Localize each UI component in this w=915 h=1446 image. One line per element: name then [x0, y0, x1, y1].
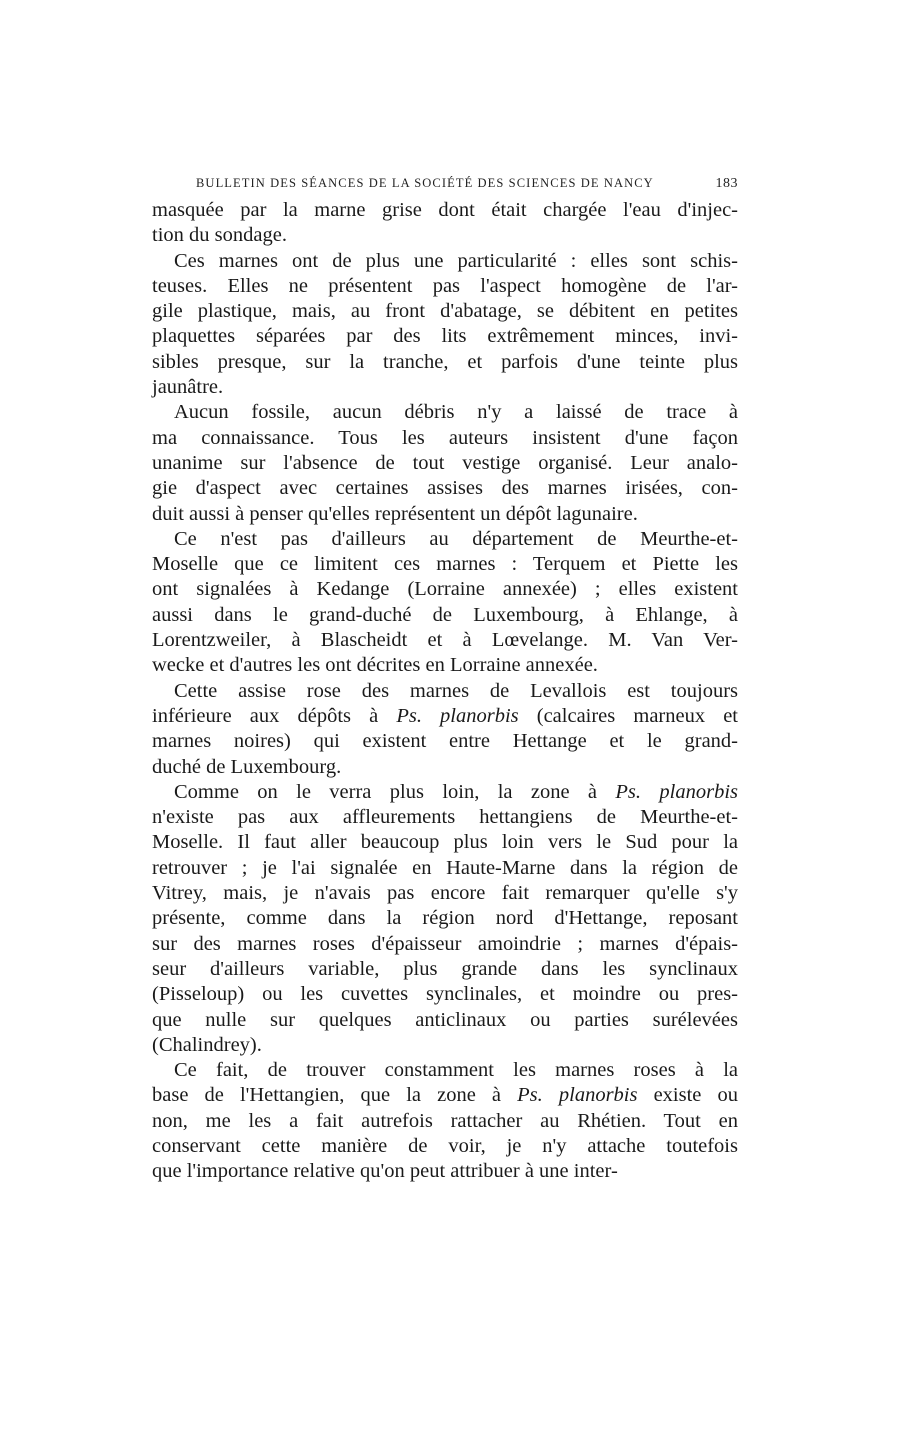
- text-line: Ce fait, de trouver constamment les marnes roses à la: [174, 1059, 738, 1082]
- text-line: masquée par la marne grise dont était chargée l'eau d'injec-: [152, 199, 738, 221]
- text-line: Ces marnes ont de plus une particularité : elles sont schis-: [174, 249, 738, 272]
- text-line: duché de Luxembourg.: [152, 755, 342, 778]
- text-line: aussi dans le grand-duché de Luxembourg, à Ehlange, à: [152, 603, 738, 626]
- paragraph: [152, 198, 738, 249]
- text-line: seur d'ailleurs variable, plus grande dans les synclinaux: [152, 957, 738, 980]
- text-line: jaunâtre.: [152, 376, 224, 399]
- text-line: Vitrey, mais, je n'avais pas encore fait remarquer qu'elle s'y: [152, 882, 738, 905]
- text-line: ma connaissance. Tous les auteurs insistent d'une façon: [152, 426, 738, 449]
- text-line: sur des marnes roses d'épaisseur amoindrie ; marnes d'épais-: [152, 932, 738, 955]
- text-line: Moselle. Il faut aller beaucoup plus loin vers le Sud pour la: [152, 831, 738, 854]
- text-line: (Pisseloup) ou les cuvettes synclinales, et moindre ou pres-: [152, 983, 738, 1006]
- text-line: marnes noires) qui existent entre Hettange et le grand-: [152, 730, 738, 753]
- text-line: Comme on le verra plus loin, la zone à Ps. planorbis: [174, 780, 738, 803]
- text-line: conservant cette manière de voir, je n'y attache toutefois: [152, 1134, 738, 1157]
- text-line: Aucun fossile, aucun débris n'y a laissé de trace à: [174, 401, 738, 424]
- text-line: plaquettes séparées par des lits extrêmement minces, invi-: [152, 325, 738, 348]
- paragraph: [152, 400, 738, 526]
- text-line: wecke et d'autres les ont décrites en Lorraine annexée.: [152, 654, 598, 677]
- running-header: [196, 176, 738, 198]
- text-line: n'existe pas aux affleurements hettangiens de Meurthe-et-: [152, 806, 738, 829]
- paragraph: [152, 679, 738, 780]
- text-line: sibles presque, sur la tranche, et parfois d'une teinte plus: [152, 350, 738, 373]
- text-line: non, me les a fait autrefois rattacher au Rhétien. Tout en: [152, 1109, 738, 1132]
- text-line: Cette assise rose des marnes de Levallois est toujours: [174, 679, 738, 702]
- text-line: (Chalindrey).: [152, 1033, 262, 1056]
- text-line: gile plastique, mais, au front d'abatage, se débitent en petites: [152, 300, 738, 323]
- paragraph: [152, 780, 738, 1058]
- text-line: unanime sur l'absence de tout vestige organisé. Leur analo-: [152, 451, 738, 474]
- text-line: duit aussi à penser qu'elles représentent un dépôt lagunaire.: [152, 502, 638, 525]
- paragraph: [152, 249, 738, 401]
- text-line: retrouver ; je l'ai signalée en Haute-Marne dans la région de: [152, 856, 738, 879]
- running-title: BULLETIN DES SÉANCES DE LA SOCIÉTÉ DES SCIENCES DE NANCY: [196, 176, 654, 190]
- text-line: ont signalées à Kedange (Lorraine annexée) ; elles existent: [152, 578, 738, 601]
- book-page: [152, 176, 738, 1185]
- text-line: Lorentzweiler, à Blascheidt et à Lœvelange. M. Van Ver-: [152, 629, 738, 652]
- text-line: que l'importance relative qu'on peut attribuer à une inter-: [152, 1160, 618, 1183]
- text-line: tion du sondage.: [152, 224, 287, 247]
- text-line: que nulle sur quelques anticlinaux ou parties surélevées: [152, 1008, 738, 1031]
- text-line: gie d'aspect avec certaines assises des marnes irisées, con-: [152, 477, 738, 500]
- text-line: inférieure aux dépôts à Ps. planorbis (calcaires marneux et: [152, 704, 738, 727]
- text-line: base de l'Hettangien, que la zone à Ps. planorbis existe ou: [152, 1084, 738, 1107]
- text-line: présente, comme dans la région nord d'Hettange, reposant: [152, 907, 738, 930]
- body-text: [152, 198, 738, 1185]
- text-line: Moselle que ce limitent ces marnes : Terquem et Piette les: [152, 553, 738, 576]
- paragraph: [152, 1058, 738, 1184]
- text-line: teuses. Elles ne présentent pas l'aspect homogène de l'ar-: [152, 274, 738, 297]
- page-number: 183: [715, 176, 738, 191]
- paragraph: [152, 527, 738, 679]
- text-line: Ce n'est pas d'ailleurs au département de Meurthe-et-: [174, 527, 738, 550]
